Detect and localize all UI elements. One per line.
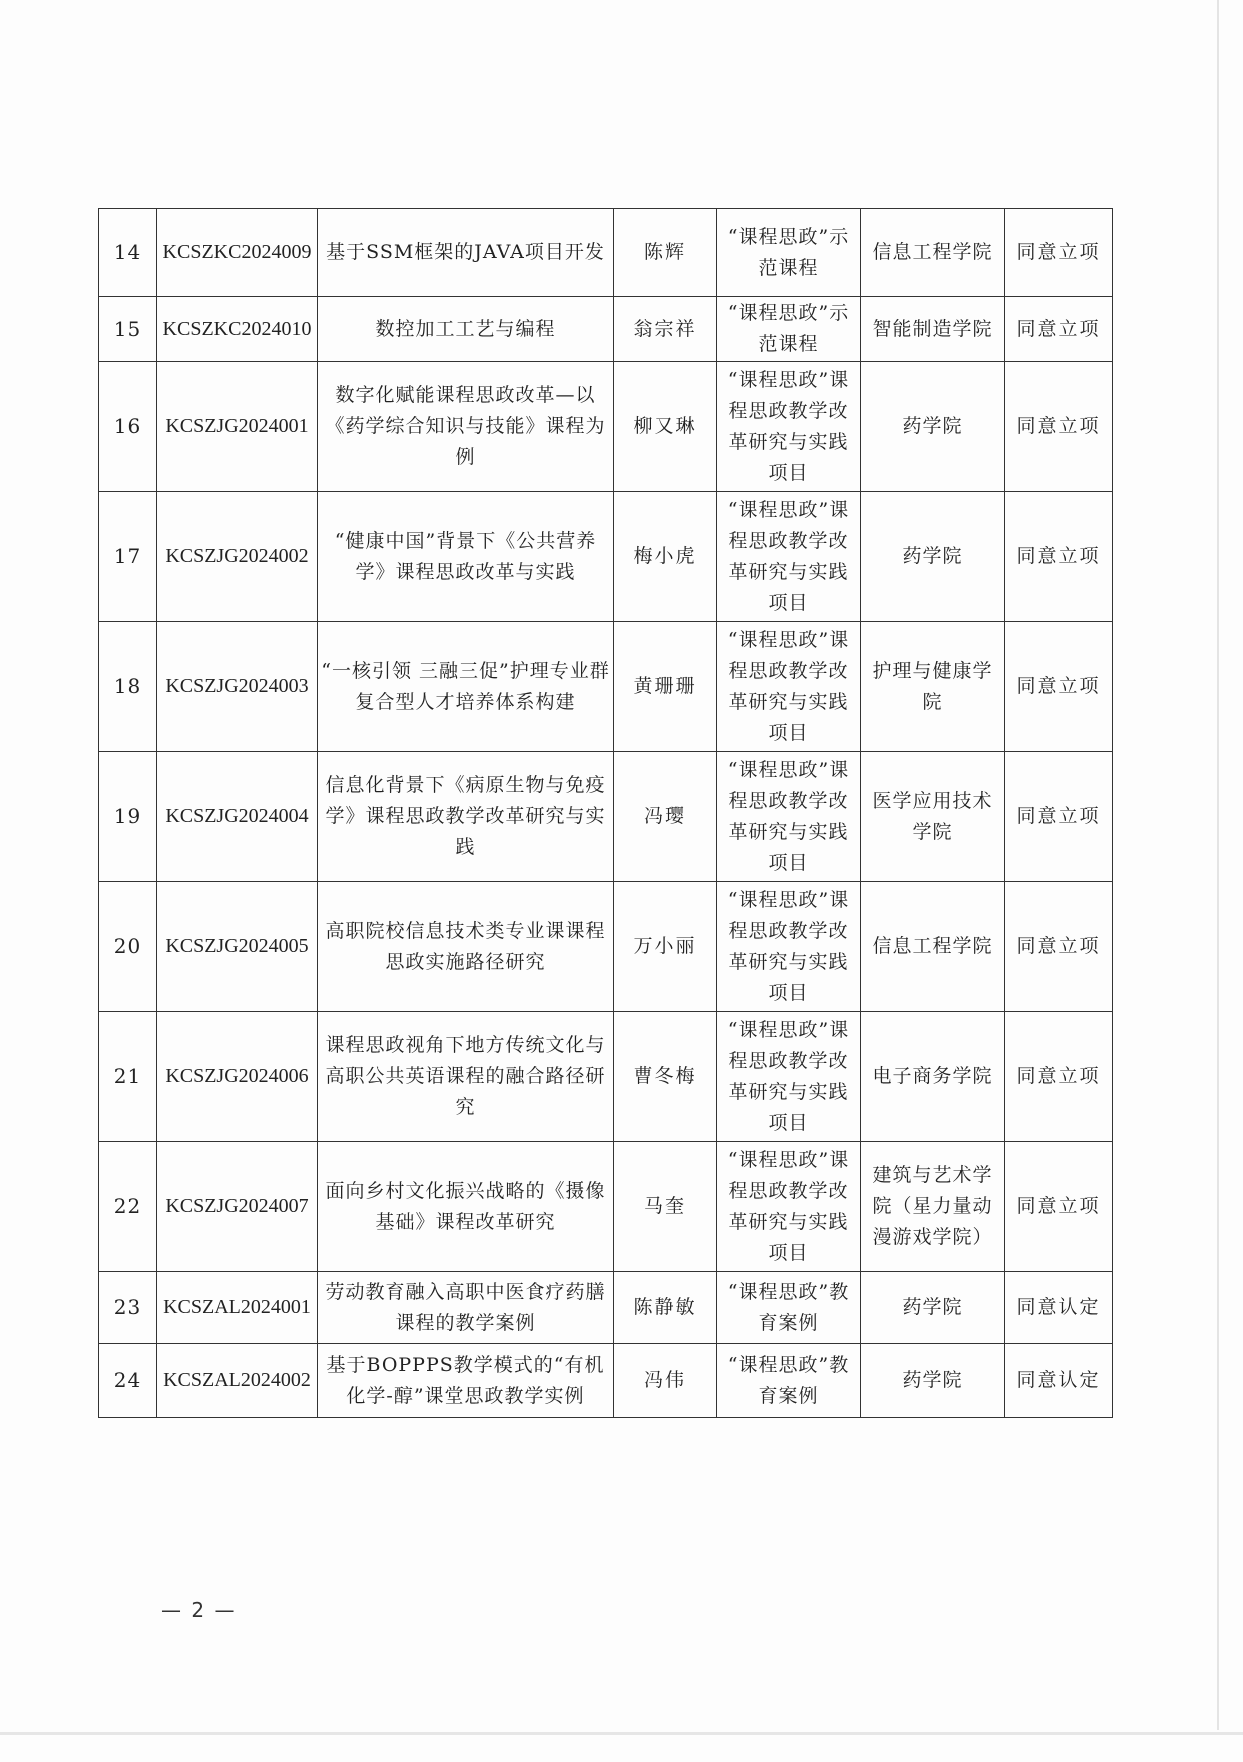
project-type: “课程思政”教育案例 bbox=[717, 1272, 861, 1344]
project-code: KCSZAL2024001 bbox=[157, 1272, 318, 1344]
project-college: 信息工程学院 bbox=[861, 882, 1005, 1012]
review-result: 同意立项 bbox=[1005, 752, 1113, 882]
project-type: “课程思政”课程思政教学改革研究与实践项目 bbox=[717, 1012, 861, 1142]
project-name: 数控加工工艺与编程 bbox=[318, 297, 614, 362]
project-code: KCSZKC2024010 bbox=[157, 297, 318, 362]
project-leader: 冯伟 bbox=[614, 1344, 717, 1418]
table-row bbox=[99, 1142, 1113, 1272]
project-code: KCSZKC2024009 bbox=[157, 209, 318, 297]
review-result: 同意认定 bbox=[1005, 1272, 1113, 1344]
project-code: KCSZJG2024007 bbox=[157, 1142, 318, 1272]
project-name: “一核引领 三融三促”护理专业群复合型人才培养体系构建 bbox=[318, 622, 614, 752]
project-type: “课程思政”课程思政教学改革研究与实践项目 bbox=[717, 622, 861, 752]
project-college: 护理与健康学院 bbox=[861, 622, 1005, 752]
project-leader: 黄珊珊 bbox=[614, 622, 717, 752]
project-type: “课程思政”课程思政教学改革研究与实践项目 bbox=[717, 362, 861, 492]
project-type: “课程思政”示范课程 bbox=[717, 209, 861, 297]
project-college: 电子商务学院 bbox=[861, 1012, 1005, 1142]
project-leader: 梅小虎 bbox=[614, 492, 717, 622]
table-row bbox=[99, 882, 1113, 1012]
project-name: 基于SSM框架的JAVA项目开发 bbox=[318, 209, 614, 297]
review-result: 同意立项 bbox=[1005, 882, 1113, 1012]
row-number: 19 bbox=[99, 752, 157, 882]
project-code: KCSZJG2024005 bbox=[157, 882, 318, 1012]
table-row bbox=[99, 1344, 1113, 1418]
project-leader: 万小丽 bbox=[614, 882, 717, 1012]
review-result: 同意认定 bbox=[1005, 1344, 1113, 1418]
project-code: KCSZJG2024002 bbox=[157, 492, 318, 622]
table-row bbox=[99, 362, 1113, 492]
table-row bbox=[99, 297, 1113, 362]
row-number: 20 bbox=[99, 882, 157, 1012]
table-row bbox=[99, 1272, 1113, 1344]
project-college: 建筑与艺术学院（星力量动漫游戏学院） bbox=[861, 1142, 1005, 1272]
project-type: “课程思政”课程思政教学改革研究与实践项目 bbox=[717, 752, 861, 882]
project-code: KCSZJG2024006 bbox=[157, 1012, 318, 1142]
row-number: 21 bbox=[99, 1012, 157, 1142]
row-number: 22 bbox=[99, 1142, 157, 1272]
table-row bbox=[99, 209, 1113, 297]
review-result: 同意立项 bbox=[1005, 362, 1113, 492]
row-number: 24 bbox=[99, 1344, 157, 1418]
review-result: 同意立项 bbox=[1005, 1142, 1113, 1272]
row-number: 17 bbox=[99, 492, 157, 622]
table-row bbox=[99, 1012, 1113, 1142]
project-college: 信息工程学院 bbox=[861, 209, 1005, 297]
project-code: KCSZAL2024002 bbox=[157, 1344, 318, 1418]
project-code: KCSZJG2024003 bbox=[157, 622, 318, 752]
project-leader: 陈静敏 bbox=[614, 1272, 717, 1344]
table-row bbox=[99, 752, 1113, 882]
project-type: “课程思政”教育案例 bbox=[717, 1344, 861, 1418]
project-name: “健康中国”背景下《公共营养学》课程思政改革与实践 bbox=[318, 492, 614, 622]
project-name: 课程思政视角下地方传统文化与高职公共英语课程的融合路径研究 bbox=[318, 1012, 614, 1142]
project-college: 智能制造学院 bbox=[861, 297, 1005, 362]
row-number: 23 bbox=[99, 1272, 157, 1344]
project-name: 高职院校信息技术类专业课课程思政实施路径研究 bbox=[318, 882, 614, 1012]
project-code: KCSZJG2024004 bbox=[157, 752, 318, 882]
project-table bbox=[98, 208, 1113, 1418]
project-leader: 翁宗祥 bbox=[614, 297, 717, 362]
project-leader: 陈辉 bbox=[614, 209, 717, 297]
project-code: KCSZJG2024001 bbox=[157, 362, 318, 492]
project-name: 数字化赋能课程思政改革—以《药学综合知识与技能》课程为例 bbox=[318, 362, 614, 492]
project-college: 药学院 bbox=[861, 362, 1005, 492]
project-name: 信息化背景下《病原生物与免疫学》课程思政教学改革研究与实践 bbox=[318, 752, 614, 882]
row-number: 16 bbox=[99, 362, 157, 492]
page-edge-right bbox=[1217, 0, 1219, 1730]
project-college: 药学院 bbox=[861, 1272, 1005, 1344]
project-college: 药学院 bbox=[861, 1344, 1005, 1418]
project-type: “课程思政”课程思政教学改革研究与实践项目 bbox=[717, 1142, 861, 1272]
review-result: 同意立项 bbox=[1005, 1012, 1113, 1142]
project-college: 医学应用技术学院 bbox=[861, 752, 1005, 882]
page-number: — 2 — bbox=[161, 1598, 237, 1622]
project-type: “课程思政”示范课程 bbox=[717, 297, 861, 362]
project-type: “课程思政”课程思政教学改革研究与实践项目 bbox=[717, 882, 861, 1012]
project-name: 劳动教育融入高职中医食疗药膳课程的教学案例 bbox=[318, 1272, 614, 1344]
project-name: 基于BOPPPS教学模式的“有机化学-醇”课堂思政教学实例 bbox=[318, 1344, 614, 1418]
table-row bbox=[99, 622, 1113, 752]
row-number: 18 bbox=[99, 622, 157, 752]
review-result: 同意立项 bbox=[1005, 297, 1113, 362]
project-leader: 冯璎 bbox=[614, 752, 717, 882]
project-type: “课程思政”课程思政教学改革研究与实践项目 bbox=[717, 492, 861, 622]
review-result: 同意立项 bbox=[1005, 209, 1113, 297]
review-result: 同意立项 bbox=[1005, 622, 1113, 752]
row-number: 14 bbox=[99, 209, 157, 297]
project-leader: 马奎 bbox=[614, 1142, 717, 1272]
table-row bbox=[99, 492, 1113, 622]
project-name: 面向乡村文化振兴战略的《摄像基础》课程改革研究 bbox=[318, 1142, 614, 1272]
review-result: 同意立项 bbox=[1005, 492, 1113, 622]
project-leader: 柳又琳 bbox=[614, 362, 717, 492]
row-number: 15 bbox=[99, 297, 157, 362]
project-college: 药学院 bbox=[861, 492, 1005, 622]
project-leader: 曹冬梅 bbox=[614, 1012, 717, 1142]
page-edge-bottom bbox=[0, 1732, 1243, 1735]
